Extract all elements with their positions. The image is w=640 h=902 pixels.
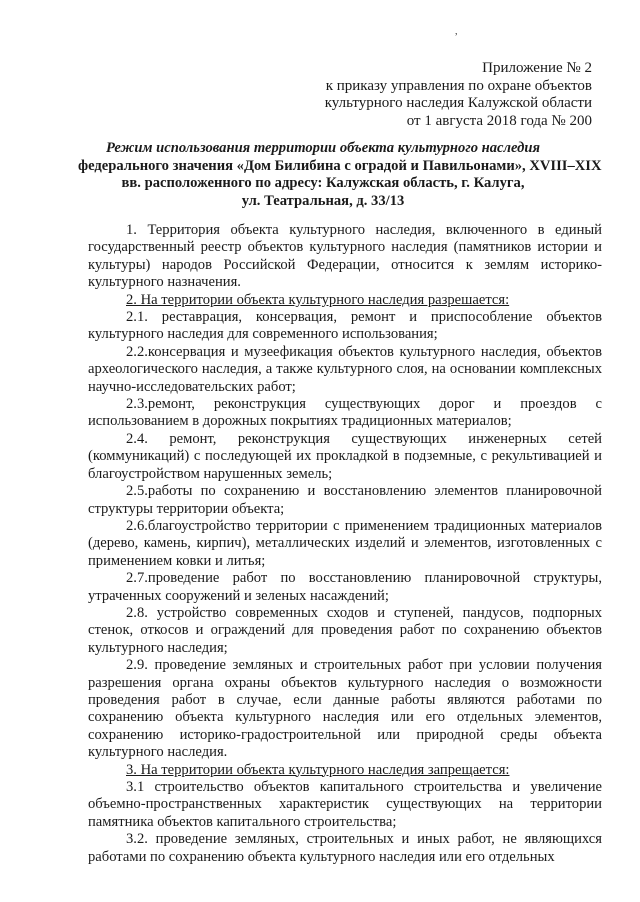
item-2-7: 2.7.проведение работ по восстановлению планировочной структуры, утраченных сооружений и зеленых насаждений;	[88, 570, 602, 604]
appendix-authority: культурного наследия Калужской области	[324, 95, 592, 111]
item-2-8: 2.8. устройство современных сходов и ступеней, пандусов, подпорных стенок, откосов и ограждений для проведения работ по сохранению объектов культурного наследия;	[88, 604, 602, 656]
item-3-2: 3.2. проведение земляных, строительных и иных работ, не являющихся работами по сохранению объекта культурного наследия или его отдельных	[88, 831, 602, 865]
item-2-9: 2.9. проведение земляных и строительных работ при условии получения разрешения органа охраны объектов культурного наследия о возможности проведения работ в случае, если данные работы являются работами по сохранению объекта культурного наследия или его отдельных элементов, сохранению историко-градостроительной или природной среды объекта культурного наследия.	[88, 657, 602, 761]
paragraph-1: 1. Территория объекта культурного наследия, включенного в единый государственный реестр объектов культурного наследия (памятников истории и культуры) народов Российской Федерации, относится к землям историко-культурного назначения.	[88, 222, 602, 291]
title-line-2: федерального значения «Дом Билибина с оградой и Павильонами», XVIII–XIX	[78, 157, 602, 174]
document-body	[88, 222, 602, 866]
item-2-4: 2.4. ремонт, реконструкция существующих инженерных сетей (коммуникаций) с последующей их прокладкой в подземные, с рекультивацией и благоустройством нарушенных земель;	[88, 430, 602, 482]
item-2-2: 2.2.консервация и музеефикация объектов культурного наследия, объектов археологического наследия, а также культурного слоя, на основании комплексных научно-исследовательских работ;	[88, 343, 602, 395]
section-3-heading: 3. На территории объекта культурного наследия запрещается:	[126, 761, 510, 778]
page-mark: ,	[455, 26, 458, 37]
appendix-number: Приложение № 2	[482, 60, 592, 76]
item-2-5: 2.5.работы по сохранению и восстановлению элементов планировочной структуры территории объекта;	[88, 483, 602, 517]
title-line-1: Режим использования территории объекта культурного наследия	[105, 140, 541, 156]
item-3-1: 3.1 строительство объектов капитального строительства и увеличение объемно-пространственных характеристик существующих на территории памятника объектов капитального строительства;	[88, 779, 602, 830]
appendix-date: от 1 августа 2018 года № 200	[406, 112, 592, 129]
appendix-header	[292, 60, 592, 130]
section-2-heading: 2. На территории объекта культурного наследия разрешается:	[126, 291, 510, 308]
title-line-3: вв. расположенного по адресу: Калужская область, г. Калуга,	[121, 175, 525, 191]
document-title	[78, 140, 602, 210]
appendix-order-ref: к приказу управления по охране объектов	[325, 77, 592, 94]
item-2-3: 2.3.ремонт, реконструкция существующих дорог и проездов с использованием в дорожных покрытиях традиционных материалов;	[88, 396, 602, 430]
title-line-4: ул. Театральная, д. 33/13	[241, 192, 405, 209]
item-2-6: 2.6.благоустройство территории с применением традиционных материалов (дерево, камень, кирпич), металлических изделий и элементов, изготовленных с применением ковки и литья;	[88, 517, 602, 569]
item-2-1: 2.1. реставрация, консервация, ремонт и приспособление объектов культурного наследия для современного использования;	[88, 309, 602, 343]
